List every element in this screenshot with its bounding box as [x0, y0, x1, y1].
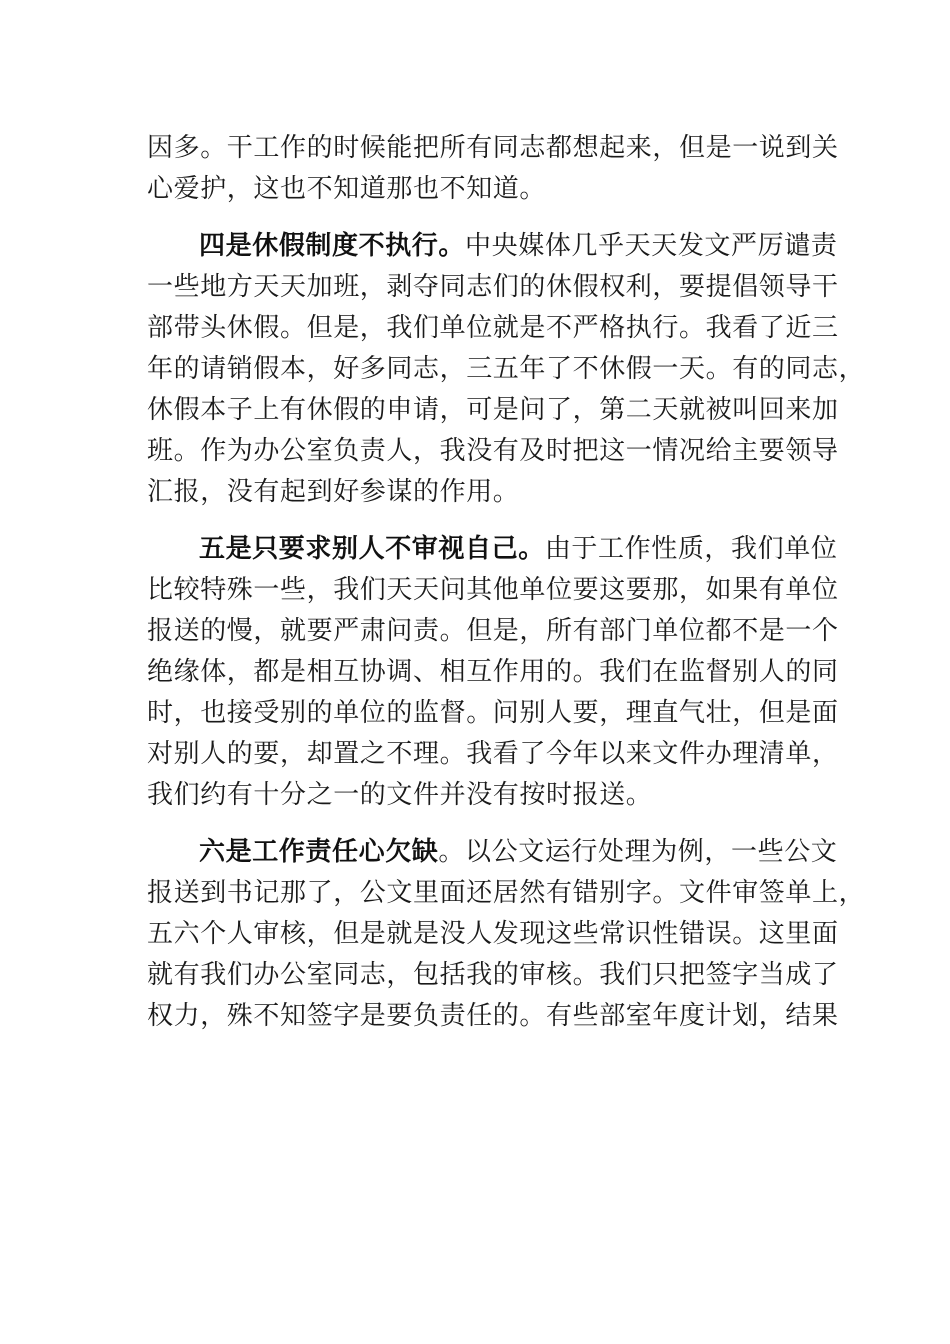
- text-line: 五六个人审核，但是就是没人发现这些常识性错误。这里面: [147, 919, 839, 949]
- paragraph-vacation-policy: [147, 226, 866, 513]
- text-line: [147, 529, 838, 570]
- text-line: 汇报，没有起到好参谋的作用。: [147, 477, 520, 507]
- paragraph-responsibility: [147, 832, 866, 1037]
- paragraph-heading: 五是只要求别人不审视自己。: [199, 534, 545, 564]
- paragraph-heading: 六是工作责任心欠缺: [199, 837, 439, 867]
- text-line: 年的请销假本，好多同志，三五年了不休假一天。有的同志，: [147, 354, 866, 384]
- text-line: 我们约有十分之一的文件并没有按时报送。: [147, 780, 653, 810]
- text-run: 中央媒体几乎天天发文严厉谴责: [465, 231, 838, 261]
- text-run: 。以公文运行处理为例，一些公文: [438, 837, 838, 867]
- paragraph-heading: 四是休假制度不执行。: [199, 231, 466, 261]
- paragraph-self-review: [147, 529, 839, 816]
- text-line: 时，也接受别的单位的监督。问别人要，理直气壮，但是面: [147, 698, 839, 728]
- paragraph-continuation: [147, 128, 839, 210]
- text-line: 心爱护，这也不知道那也不知道。: [147, 174, 547, 204]
- text-line: 部带头休假。但是，我们单位就是不严格执行。我看了近三: [147, 313, 839, 343]
- text-line: 一些地方天天加班，剥夺同志们的休假权利，要提倡领导干: [147, 272, 839, 302]
- text-line: 对别人的要，却置之不理。我看了今年以来文件办理清单，: [147, 739, 839, 769]
- text-line: [147, 832, 838, 873]
- text-line: 报送到书记那了，公文里面还居然有错别字。文件审签单上，: [147, 878, 866, 908]
- text-line: 比较特殊一些，我们天天问其他单位要这要那，如果有单位: [147, 575, 839, 605]
- text-line: 绝缘体，都是相互协调、相互作用的。我们在监督别人的同: [147, 657, 839, 687]
- text-line: [147, 226, 838, 267]
- text-line: 报送的慢，就要严肃问责。但是，所有部门单位都不是一个: [147, 616, 839, 646]
- text-run: 由于工作性质，我们单位: [544, 534, 838, 564]
- text-line: 因多。干工作的时候能把所有同志都想起来，但是一说到关: [147, 133, 839, 163]
- text-line: 班。作为办公室负责人，我没有及时把这一情况给主要领导: [147, 436, 839, 466]
- document-body: [147, 128, 866, 1037]
- text-line: 就有我们办公室同志，包括我的审核。我们只把签字当成了: [147, 960, 839, 990]
- text-line: 权力，殊不知签字是要负责任的。有些部室年度计划，结果: [147, 1001, 839, 1031]
- text-line: 休假本子上有休假的申请，可是问了，第二天就被叫回来加: [147, 395, 839, 425]
